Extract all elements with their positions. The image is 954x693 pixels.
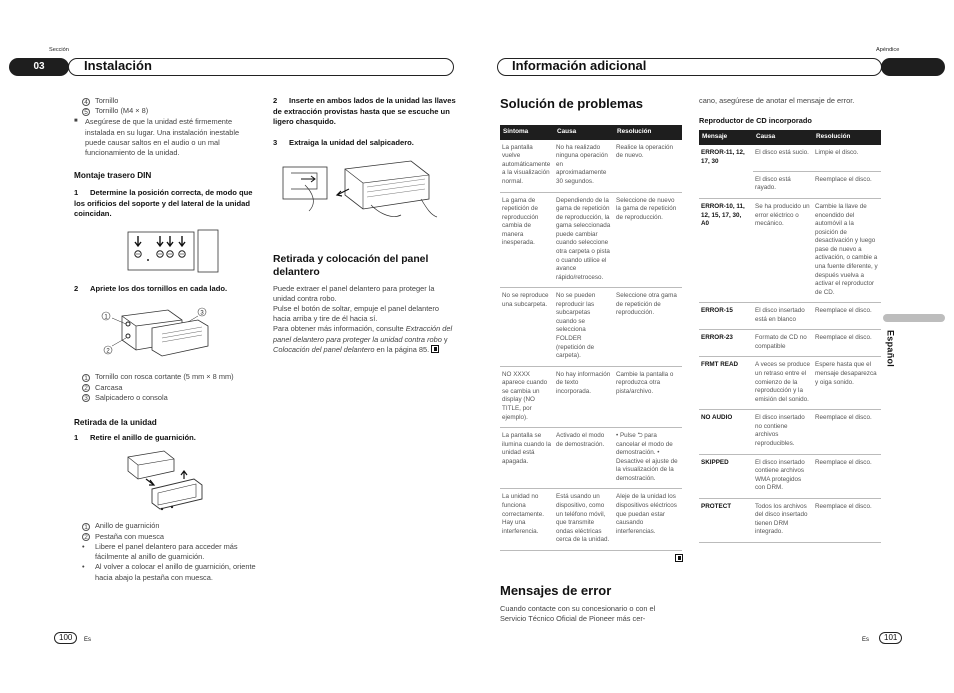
screw-figure [98,302,228,364]
screw-legend [82,372,257,403]
rear-step-2: 2 Apriete los dos tornillos en cada lado. [74,283,228,293]
rear-mount-figure [126,228,226,276]
troubleshooting-table [500,125,682,551]
page-number-left: 100 [54,632,77,644]
table-row: ERROR-15 El disco insertado está en blanco Reemplace el disco. [699,303,881,330]
table-row: ERROR-10, 11, 12, 15, 17, 30, A0 Se ha producido un error eléctrico o mecánico. Cambie la llave de encendido del automóvil a la posición de desactivación y luego pase de nuevo a activación, o cambie a una fuente diferente, y después vuelva a activar el reproductor de CD. [699,199,881,303]
appendix-title: Información adicional [512,58,647,73]
table-row: El disco está rayado. Reemplace el disco. [699,171,881,198]
table-row: La pantalla se ilumina cuando la unidad está apagada. Activado el modo de demostración. • Pulse ⮌ para cancelar el modo de demostración. • Desactive el ajuste de la visualización de la demostración. [500,428,682,489]
panel-heading: Retirada y colocación del panel delantero [273,253,429,278]
legend-item: 1 Anillo de guarnición [82,521,257,531]
table-row: NO AUDIO El disco insertado no contiene archivos reproducibles. Reemplace el disco. [699,410,881,454]
trim-legend [82,521,257,582]
legend-item: 2 Carcasa [82,383,257,393]
legend-item: 2 Pestaña con muesca [82,532,257,542]
note-bullet: ■ Asegúrese de que la unidad esté firmemente instalada en su lugar. Una instalación inestable puede causar saltos en el audio o un mal funcionamiento de la unidad. [74,117,240,158]
left-column-1 [74,96,257,583]
bullet-item: • Al volver a colocar el anillo de guarnición, oriente hacia abajo la pestaña con muesca. [82,562,256,582]
right-column-1 [500,95,683,624]
panel-paragraph-2: Pulse el botón de soltar, empuje el panel delantero hacia arriba y tire de él hacia sí. [273,303,439,324]
cd-player-heading: Reproductor de CD incorporado [699,116,812,126]
section-number-tab: 03 [9,58,69,76]
lang-code-right: Es [862,637,870,643]
error-messages-intro-cont: cano, asegúrese de anotar el mensaje de error. [699,96,855,105]
legend-item: 4 Tornillo [82,96,257,106]
panel-paragraph-1: Puede extraer el panel delantero para proteger la unidad contra robo. [273,283,435,303]
table-header-row: Síntoma Causa Resolución [500,125,682,140]
appendix-label: Apéndice [876,47,900,53]
section-label: Sección [49,47,69,53]
table-row: PROTECT Todos los archivos del disco insertado tienen DRM integrado. Reemplace el disco. [699,498,881,542]
table-row: La unidad no funciona correctamente. Hay una interferencia. Está usando un dispositivo, como un teléfono móvil, que transmite ondas eléctricas cerca de la unidad. Aleje de la unidad los dispositivos eléctricos que puedan estar causando interferencias. [500,489,682,550]
table-row: La pantalla vuelve automáticamente a la visualización normal. No ha realizado ninguna operación en aproximadamente 30 segundos. Realice la operación de nuevo. [500,140,682,192]
left-column-2 [273,96,457,355]
table-row: NO XXXX aparece cuando se cambia un display (NO TITLE, por ejemplo). No hay información de texto incorporada. Cambie la pantalla o reproduzca otra pista/archivo. [500,366,682,427]
section-title: Instalación [84,58,152,73]
removal-step-1: 1 Retire el anillo de guarnición. [74,432,196,442]
table-row: ERROR-23 Formato de CD no compatible Reemplace el disco. [699,330,881,357]
table-row: FRMT READ A veces se produce un retraso entre el comienzo de la reproducción y la emisión del sonido. Espere hasta que el mensaje desaparezca y oiga sonido. [699,357,881,410]
error-messages-intro: Cuando contacte con su concesionario o con el Servicio Técnico Oficial de Pioneer más cer- [500,603,656,624]
lang-code-left: Es [84,637,92,643]
trim-ring-figure [124,449,214,517]
rear-mount-heading: Montaje trasero DIN [74,171,152,181]
fig-callout-3: 3 [200,310,204,317]
right-column-2 [699,96,883,543]
removal-step-2: 2 Inserte en ambos lados de la unidad las llaves de extracción provistas hasta que se escuche un ligero chasquido. [273,96,456,127]
legend-item: 1 Tornillo con rosca cortante (5 mm × 8 mm) [82,372,257,382]
bullet-item: • Libere el panel delantero para acceder más fácilmente al anillo de guarnición. [82,541,238,562]
end-of-section-icon [675,554,683,562]
panel-paragraph-3: Para obtener más información, consulte Extracción del panel delantero para proteger la unidad contra robo y Colocación del panel delantero en la página 85. [273,324,453,354]
removal-heading: Retirada de la unidad [74,418,157,428]
error-messages-heading: Mensajes de error [500,583,612,599]
end-of-section-icon [431,345,439,353]
legend-item: 3 Salpicadero o consola [82,393,257,403]
removal-step-3: 3 Extraiga la unidad del salpicadero. [273,137,414,147]
page-number-right: 101 [879,632,902,644]
rear-step-1: 1 Determine la posición correcta, de modo que los orificios del soporte y del lateral de la unidad coincidan. [74,187,253,219]
language-tab [883,314,945,322]
cd-error-table [699,130,881,543]
troubleshooting-heading: Solución de problemas [500,96,644,111]
extraction-figure [281,159,441,223]
table-row: La gama de repetición de reproducción cambia de manera inesperada. Dependiendo de la gama de repetición de reproducción, la gama seleccionada puede cambiar cuando seleccione otra carpeta o pista o cuando utilice el avance rápido/retroceso. Seleccione de nuevo la gama de repetición de reproducción. [500,192,682,288]
fig-callout-2: 2 [106,348,110,355]
language-label: Español [885,330,896,368]
table-row: SKIPPED El disco insertado contiene archivos WMA protegidos con DRM. Reemplace el disco. [699,454,881,498]
table-row: No se reproduce una subcarpeta. No se pueden reproducir las subcarpetas cuando se selecciona FOLDER (repetición de carpeta). Seleccione otra gama de repetición de reproducción. [500,288,682,367]
legend-item: 5 Tornillo (M4 × 8) [82,106,257,116]
fig-callout-1: 1 [104,314,108,321]
table-header-row: Mensaje Causa Resolución [699,130,881,145]
appendix-tab [881,58,945,76]
table-row: ERROR-11, 12, 17, 30 El disco está sucio. Limpie el disco. [699,145,881,171]
